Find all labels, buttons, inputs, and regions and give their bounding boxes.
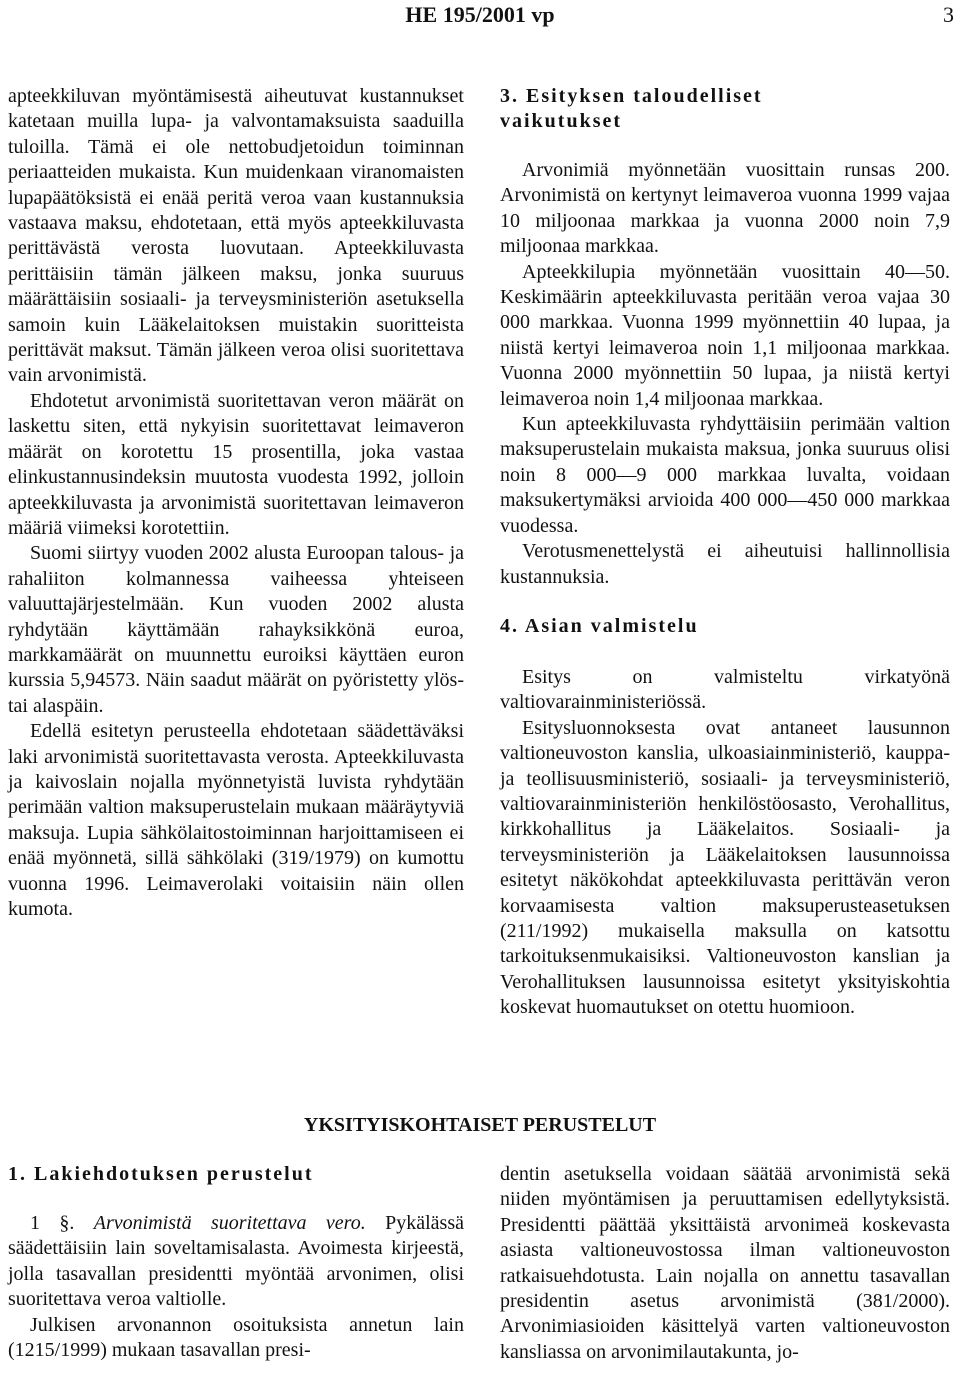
document-id: HE 195/2001 vp	[405, 2, 555, 27]
subsection-heading: 1. Lakiehdotuksen perustelut	[8, 1163, 314, 1185]
section-title-italic: Arvonimistä suoritettava vero.	[93, 1212, 366, 1234]
paragraph: Edellä esitetyn perusteella ehdotetaan säädettäväksi laki arvonimistä suoritettavasta verosta. Apteekkiluvasta ja kaivoslain nojalla myönnetyistä luvista ryhdytään perimään valtion maksuperustelain mukaan määräytyviä maksuja. Lupia sähkölaitostoiminnan harjoittamiseen ei enää myönnetä, sillä sähkölaki (319/1979) on kumottu vuonna 1996. Leimaverolaki voitaisiin näin ollen kumota.	[8, 720, 464, 920]
paragraph: Ehdotetut arvonimistä suoritettavan veron määrät on laskettu siten, että nykyisin suoritettavat leimaveron määrät on korotettu 15 prosentilla, joka vastaa elinkustannusindeksin muutosta vuodesta 1992, jolloin apteekkiluvasta ja arvonimistä suoritettavan leimaveron määriä viimeksi korotettiin.	[8, 389, 464, 539]
page-number: 3	[943, 2, 954, 27]
paragraph: Arvonimiä myönnetään vuosittain runsas 200. Arvonimistä on kertynyt leimaveroa vuonna 1999 vajaa 10 miljoonaa markkaa ja vuonna 2000 noin 7,9 miljoonaa markkaa.	[500, 159, 950, 258]
paragraph: Esitys on valmisteltu virkatyönä valtiovarainministeriössä.	[500, 665, 950, 714]
paragraph: Suomi siirtyy vuoden 2002 alusta Euroopan talous- ja rahaliiton kolmannessa vaiheessa yhteiseen valuuttajärjestelmään. Kun vuoden 2002 alusta ryhdytään käyttämään rahayksikkönä euroa, markkamäärät on muunnettu euroiksi käyttäen euron kurssia 5,94573. Näin saadut määrät on pyöristetty ylös- tai alaspäin.	[8, 542, 464, 717]
paragraph-text: Pykälässä säädettäisiin lain soveltamisalasta. Avoimesta kirjeestä, jolla tasavallan presidentti myöntää arvonimen, olisi suoritettava veroa valtiolle.	[8, 1212, 464, 1311]
paragraph: Apteekkilupia myönnetään vuosittain 40—50. Keskimäärin apteekkiluvasta peritään veroa vajaa 30 000 markkaa. Vuonna 1999 myönnettiin 40 lupaa, ja niistä kertyi leimaveroa noin 1,1 miljoonaa markkaa. Vuonna 2000 myönnettiin 50 lupaa, ja niistä kertyi leimaveroa noin 1,4 miljoonaa markkaa.	[500, 260, 950, 410]
right-column-top	[500, 84, 950, 1021]
section-mark: 1 §.	[30, 1212, 94, 1234]
paragraph: Esitysluonnoksesta ovat antaneet lausunnon valtioneuvoston kanslia, ulkoasiainministeriö, kauppa- ja teollisuusministeriö, sosiaali- ja terveysministeriö, valtiovarainministeriön henkilöstöosasto, Verohallitus, kirkkohallitus ja Lääkelaitos. Sosiaali- ja terveysministeriön ja Lääkelaitoksen lausunnoissa esitetyt näkökohdat apteekkiluvasta perittävän veron korvaamisesta valtion maksuperusteasetuksen (211/1992) mukaisella maksulla on katsottu tarkoituksenmukaisiksi. Valtioneuvoston kanslian ja Verohallituksen lausunnoissa esitetyt yksityiskohtia koskevat huomautukset on otettu huomioon.	[500, 716, 950, 1019]
section-heading-3: 3. Esityksen taloudelliset vaikutukset	[500, 85, 763, 132]
paragraph: dentin asetuksella voidaan säätää arvonimistä sekä niiden myöntämisen ja peruuttamisen edellytyksistä. Presidentti päättää yksittäistä arvonimeä koskevasta asiasta valtioneuvostossa ilman valtioneuvoston ratkaisuehdotusta. Lain nojalla on annettu tasavallan presidentin asetus arvonimistä (381/2000). Arvonimiasioiden käsittelyä varten valtioneuvoston kansliassa on arvonimilautakunta, jo-	[500, 1163, 950, 1363]
paragraph: apteekkiluvan myöntämisestä aiheutuvat kustannukset katetaan muilla lupa- ja valvontamaksuista saaduilla tuloilla. Tämä ei ole nettobudjetoidun toiminnan periaatteiden mukaista. Kun muidenkaan viranomaisten lupapäätöksistä ei enää peritä veroa vaan kustannuksia vastaava maksu, ehdotetaan, että myös apteekkiluvasta perittävästä verosta luovutaan. Apteekkiluvasta perittäisiin tämän jälkeen maksu, jonka suuruus määrättäisiin sosiaali- ja terveysministeriön asetuksella samoin kuin Lääkelaitoksen muistakin suoritteista perittävät maksut. Tämän jälkeen veroa olisi suoritettava vain arvonimistä.	[8, 85, 464, 387]
paragraph: Verotusmenettelystä ei aiheutuisi hallinnollisia kustannuksia.	[500, 540, 950, 588]
left-column-top	[8, 84, 464, 922]
right-column-bottom	[500, 1162, 950, 1365]
paragraph	[8, 1211, 464, 1313]
section-heading-4: 4. Asian valmistelu	[500, 614, 699, 637]
paragraph: Julkisen arvonannon osoituksista annetun lain (1215/1999) mukaan tasavallan presi-	[8, 1313, 464, 1362]
paragraph: Kun apteekkiluvasta ryhdyttäisiin perimään valtion maksuperustelain mukaista maksua, jonka suuruus olisi noin 8 000—9 000 markkaa luvalta, voidaan maksukertymäksi arvioida 400 000—450 000 markkaa vuodessa.	[500, 413, 950, 537]
left-column-bottom	[8, 1162, 464, 1363]
section-title: YKSITYISKOHTAISET PERUSTELUT	[303, 1114, 657, 1136]
page-header	[0, 0, 960, 32]
